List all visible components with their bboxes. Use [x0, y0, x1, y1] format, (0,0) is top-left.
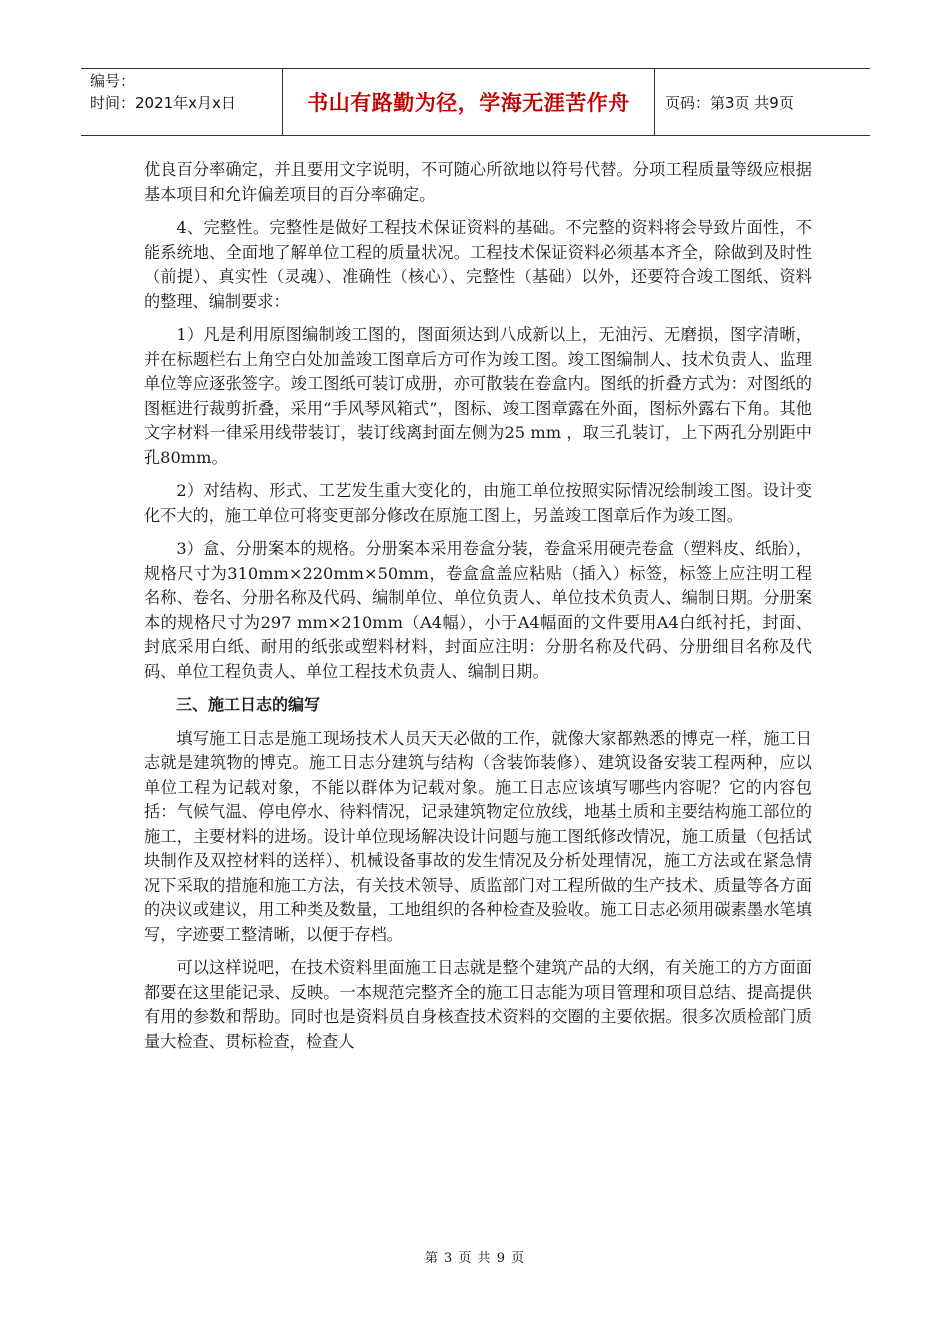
- paragraph: 4、完整性。完整性是做好工程技术保证资料的基础。不完整的资料将会导致片面性，不能系统地、全面地了解单位工程的质量状况。工程技术保证资料必须基本齐全，除做到及时性（前提）、真实性（灵魂）、准确性（核心）、完整性（基础）以外，还要符合竣工图纸、资料的整理、编制要求：: [144, 218, 812, 311]
- paragraph: 3）盒、分册案本的规格。分册案本采用卷盒分装，卷盒采用硬壳卷盒（塑料皮、纸胎），规格尺寸为310mm×220mm×50mm，卷盒盒盖应粘贴（插入）标签，标签上应注明工程名称、卷名、分册名称及代码、编制单位、单位负责人、单位技术负责人、编制日期。分册案本的规格尺寸为297 mm×210mm（A4幅），小于A4幅面的文件要用A4白纸衬托，封面、封底采用白纸、耐用的纸张或塑料材料，封面应注明：分册名称及代码、分册细目名称及代码、单位工程负责人、单位工程技术负责人、编制日期。: [144, 539, 812, 681]
- paragraph: 优良百分率确定，并且要用文字说明，不可随心所欲地以符号代替。分项工程质量等级应根据基本项目和允许偏差项目的百分率确定。: [144, 160, 812, 204]
- paragraph: 1）凡是利用原图编制竣工图的，图面须达到八成新以上，无油污、无磨损，图字清晰，并在标题栏右上角空白处加盖竣工图章后方可作为竣工图。竣工图编制人、技术负责人、监理单位等应逐张签字。竣工图纸可装订成册，亦可散装在卷盒内。图纸的折叠方式为：对图纸的图框进行裁剪折叠，采用“手风琴风箱式”，图标、竣工图章露在外面，图标外露右下角。其他文字材料一律采用线带装订，装订线离封面左侧为25 mm ，取三孔装订，上下两孔分别距中孔80mm。: [144, 325, 812, 467]
- paragraph: 2）对结构、形式、工艺发生重大变化的，由施工单位按照实际情况绘制竣工图。设计变化不大的，施工单位可将变更部分修改在原施工图上，另盖竣工图章后作为竣工图。: [144, 481, 812, 525]
- paragraph: 填写施工日志是施工现场技术人员天天必做的工作，就像大家都熟悉的博克一样，施工日志就是建筑物的博克。施工日志分建筑与结构（含装饰装修）、建筑设备安装工程两种，应以单位工程为记载对象，不能以群体为记载对象。施工日志应该填写哪些内容呢？它的内容包括：气候气温、停电停水、待料情况，记录建筑物定位放线，地基土质和主要结构施工部位的施工，主要材料的进场。设计单位现场解决设计问题与施工图纸修改情况，施工质量（包括试块制作及双控材料的送样）、机械设备事故的发生情况及分析处理情况，施工方法或在紧急情况下采取的措施和施工方法，有关技术领导、质监部门对工程所做的生产技术、质量等各方面的决议或建议，用工种类及数量，工地组织的各种检查及验收。施工日志必须用碳素墨水笔填写，字迹要工整清晰，以便于存档。: [144, 728, 812, 944]
- document-number-label: 编号：: [90, 72, 136, 90]
- header-meta: [81, 69, 282, 135]
- header-page-info: 页码：第3页 共9页: [665, 93, 794, 112]
- paragraph: 可以这样说吧，在技术资料里面施工日志就是整个建筑产品的大纲，有关施工的方方面面都要在这里能记录、反映。一本规范完整齐全的施工日志能为项目管理和项目总结、提高提供有用的参数和帮助。同时也是资料员自身核查技术资料的交圈的主要依据。很多次质检部门质量大检查、贯标检查，检查人: [144, 958, 812, 1051]
- page-header: [81, 68, 870, 136]
- document-date: 时间：2021年x月x日: [90, 94, 236, 112]
- header-motto: 书山有路勤为径，学海无涯苦作舟: [282, 69, 655, 135]
- document-body: [144, 158, 812, 1063]
- page-footer: 第 3 页 共 9 页: [424, 1251, 526, 1266]
- section-heading: 三、施工日志的编写: [176, 695, 321, 714]
